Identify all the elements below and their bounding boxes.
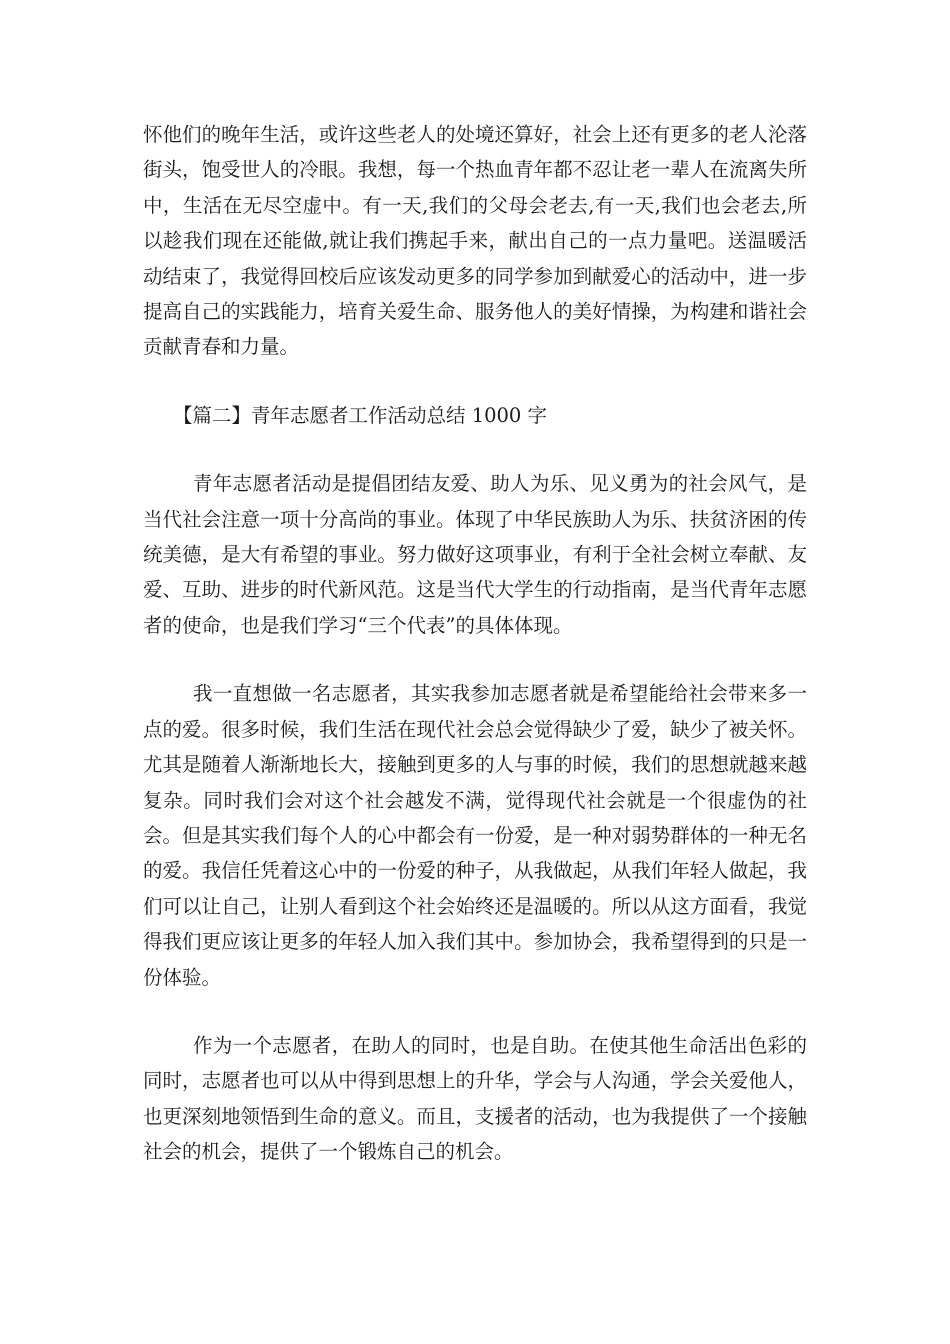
paragraph-1: 青年志愿者活动是提倡团结友爱、助人为乐、见义勇为的社会风气，是当代社会注意一项十分高尚的事业。体现了中华民族助人为乐、扶贫济困的传统美德，是大有希望的事业。努力做好这项事业，有利于全社会树立奉献、友爱、互助、进步的时代新风范。这是当代大学生的行动指南，是当代青年志愿者的使命，也是我们学习“三个代表”的具体体现。 [143, 472, 807, 637]
section-heading: 【篇二】青年志愿者工作活动总结 1000 字 [173, 403, 548, 427]
paragraph-continued: 怀他们的晚年生活，或许这些老人的处境还算好，社会上还有更多的老人沦落街头，饱受世人的冷眼。我想，每一个热血青年都不忍让老一辈人在流离失所中，生活在无尽空虚中。有一天,我们的父母会老去,有一天,我们也会老去,所以趁我们现在还能做,就让我们携起手来，献出自己的一点力量吧。送温暖活动结束了，我觉得回校后应该发动更多的同学参加到献爱心的活动中，进一步提高自己的实践能力，培育关爱生命、服务他人的美好情操，为构建和谐社会贡献青春和力量。 [143, 123, 807, 359]
paragraph-3: 作为一个志愿者，在助人的同时，也是自助。在使其他生命活出色彩的同时，志愿者也可以从中得到思想上的升华，学会与人沟通，学会关爱他人，也更深刻地领悟到生命的意义。而且，支援者的活动，也为我提供了一个接触社会的机会，提供了一个锻炼自己的机会。 [143, 1033, 807, 1164]
document-body [143, 117, 807, 1203]
paragraph-2: 我一直想做一名志愿者，其实我参加志愿者就是希望能给社会带来多一点的爱。很多时候，我们生活在现代社会总会觉得缺少了爱，缺少了被关怀。尤其是随着人渐渐地长大，接触到更多的人与事的时候，我们的思想就越来越复杂。同时我们会对这个社会越发不满，觉得现代社会就是一个很虚伪的社会。但是其实我们每个人的心中都会有一份爱，是一种对弱势群体的一种无名的爱。我信任凭着这心中的一份爱的种子，从我做起，从我们年轻人做起，我们可以让自己，让别人看到这个社会始终还是温暖的。所以从这方面看，我觉得我们更应该让更多的年轻人加入我们其中。参加协会，我希望得到的只是一份体验。 [143, 682, 807, 989]
